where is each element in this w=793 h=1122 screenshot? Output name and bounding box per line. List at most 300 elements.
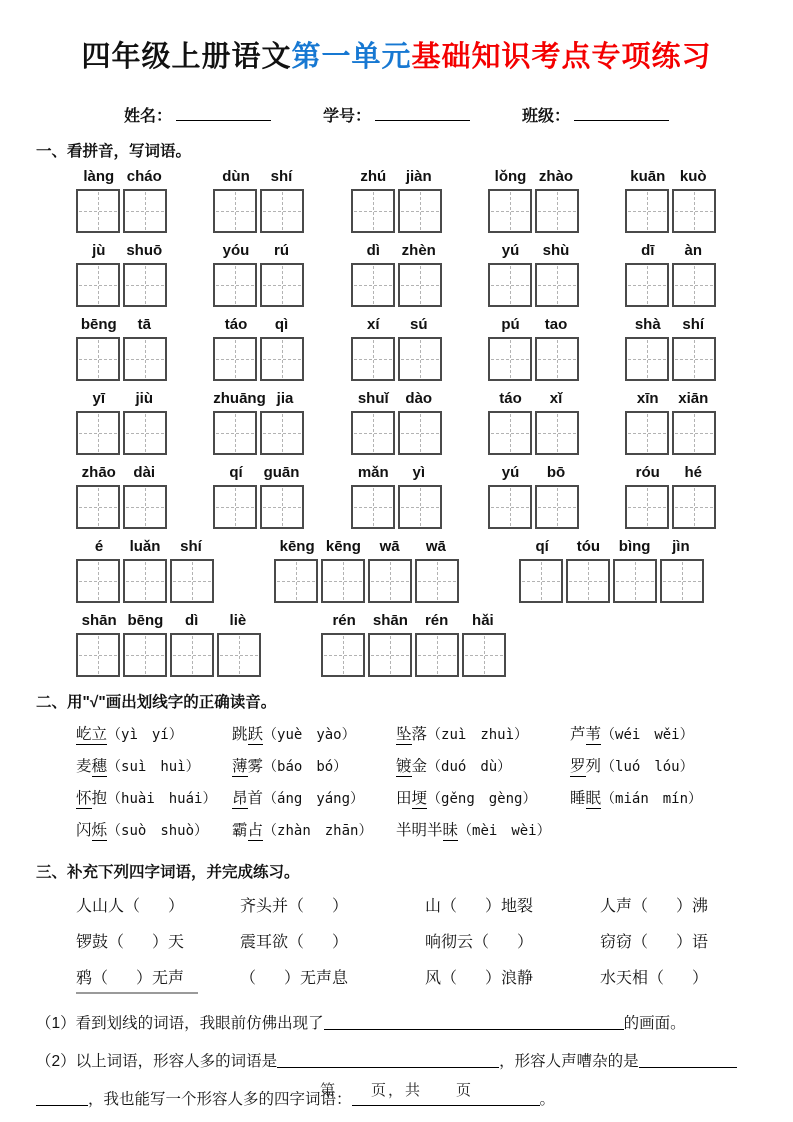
- pinyin-labels: [76, 612, 261, 631]
- reading-options[interactable]: （duó dù）: [427, 759, 512, 775]
- fill-blank[interactable]: [648, 937, 676, 947]
- writing-box[interactable]: [321, 559, 365, 603]
- plain-char: 抱: [91, 790, 108, 807]
- writing-box[interactable]: [519, 559, 563, 603]
- idiom-pre: 人声: [600, 898, 633, 915]
- writing-box[interactable]: [672, 263, 716, 307]
- question-1-suffix: 的画面。: [623, 1015, 686, 1032]
- paren-close: ）: [152, 934, 169, 951]
- underlined-char: 苇: [585, 726, 602, 743]
- fill-blank[interactable]: [256, 973, 284, 983]
- idiom-grid: [76, 889, 757, 997]
- writing-box[interactable]: [123, 263, 167, 307]
- word-text: [232, 790, 263, 809]
- question-1-blank[interactable]: [324, 1015, 624, 1030]
- underlined-char: 昧: [442, 822, 459, 839]
- underlined-char: 坠: [396, 726, 412, 743]
- plain-char: 半明半: [396, 822, 443, 839]
- answer-boxes: [213, 263, 304, 307]
- writing-box[interactable]: [566, 559, 610, 603]
- answer-boxes: [351, 189, 442, 233]
- pinyin-syllable: mǎn: [357, 464, 389, 481]
- pinyin-word-group: [488, 316, 579, 381]
- fill-blank[interactable]: [489, 937, 517, 947]
- writing-box[interactable]: [321, 633, 365, 677]
- writing-box[interactable]: [351, 411, 395, 455]
- paren-open: （: [473, 934, 490, 951]
- pinyin-row: [76, 612, 757, 677]
- title-part-red: 基础知识考点专项练习: [411, 41, 712, 73]
- answer-boxes: [625, 263, 716, 307]
- answer-boxes: [351, 337, 442, 381]
- idiom-post: 语: [692, 934, 709, 951]
- idiom-text: [76, 934, 184, 951]
- pinyin-word-group: [351, 242, 442, 307]
- writing-box[interactable]: [260, 263, 304, 307]
- pronunciation-item: [396, 815, 570, 847]
- pinyin-labels: [213, 316, 304, 335]
- fill-blank[interactable]: [457, 901, 485, 911]
- pinyin-syllable: shù: [542, 242, 570, 259]
- writing-box[interactable]: [488, 263, 532, 307]
- writing-box[interactable]: [625, 337, 669, 381]
- reading-options[interactable]: （zhàn zhān）: [263, 823, 373, 839]
- answer-boxes: [488, 189, 579, 233]
- pinyin-syllable: jia: [276, 390, 294, 407]
- paren-open: （: [108, 934, 125, 951]
- pinyin-syllable: kēng: [279, 538, 315, 555]
- paren-open: （: [240, 970, 257, 987]
- idiom-pre: 锣鼓: [76, 934, 109, 951]
- pronunciation-grid: [76, 719, 757, 847]
- plain-char: 芦: [570, 726, 586, 743]
- writing-box[interactable]: [76, 559, 120, 603]
- pinyin-word-group: [488, 242, 579, 307]
- pinyin-syllable: wā: [379, 538, 400, 555]
- idiom-text: [425, 934, 533, 951]
- reading-options[interactable]: （báo bó）: [263, 759, 348, 775]
- pinyin-word-group: [213, 316, 304, 381]
- pinyin-labels: [625, 242, 716, 261]
- writing-box[interactable]: [351, 263, 395, 307]
- pinyin-syllable: qí: [229, 464, 243, 481]
- pinyin-labels: [488, 390, 579, 409]
- writing-box[interactable]: [625, 411, 669, 455]
- idiom-text: [425, 970, 533, 987]
- pinyin-syllable: dài: [133, 464, 156, 481]
- pinyin-labels: [351, 168, 442, 187]
- pinyin-syllable: yì: [412, 464, 425, 481]
- question-3-suffix: 。: [539, 1091, 556, 1108]
- reading-options[interactable]: （yuè yào）: [263, 727, 356, 743]
- answer-boxes: [488, 263, 579, 307]
- plain-char: 雾: [247, 758, 264, 775]
- idiom-text: [425, 898, 533, 915]
- writing-box[interactable]: [398, 485, 442, 529]
- underlined-char: 烁: [91, 822, 108, 839]
- pinyin-syllable: kēng: [325, 538, 361, 555]
- pinyin-labels: [76, 390, 167, 409]
- idiom-text: [600, 970, 708, 987]
- reading-options[interactable]: （luó lóu）: [601, 759, 694, 775]
- paren-open: （: [632, 934, 649, 951]
- answer-boxes: [274, 559, 459, 603]
- pinyin-syllable: jìn: [672, 538, 690, 555]
- writing-box[interactable]: [398, 263, 442, 307]
- pinyin-syllable: kuān: [630, 168, 666, 185]
- underlined-char: 跃: [247, 726, 264, 743]
- answer-boxes: [351, 263, 442, 307]
- pinyin-syllable: rú: [274, 242, 289, 259]
- pinyin-labels: [351, 242, 442, 261]
- writing-box[interactable]: [213, 485, 257, 529]
- pinyin-syllable: bìng: [618, 538, 651, 555]
- pronunciation-item: [76, 751, 232, 783]
- answer-boxes: [76, 633, 261, 677]
- writing-box[interactable]: [76, 337, 120, 381]
- pinyin-syllable: kuò: [679, 168, 707, 185]
- writing-box[interactable]: [462, 633, 506, 677]
- idiom-item: [600, 889, 757, 925]
- question-2-blank-1[interactable]: [277, 1053, 499, 1068]
- writing-box[interactable]: [213, 337, 257, 381]
- answer-boxes: [625, 485, 716, 529]
- answer-boxes: [351, 411, 442, 455]
- idiom-post: 浪静: [501, 970, 534, 987]
- writing-box[interactable]: [123, 633, 167, 677]
- answer-boxes: [625, 411, 716, 455]
- idiom-post: 天: [168, 934, 185, 951]
- pinyin-syllable: zhuāng: [213, 390, 266, 407]
- student-id-input-line[interactable]: [375, 107, 470, 121]
- writing-box[interactable]: [672, 485, 716, 529]
- reading-options[interactable]: （zuì zhuì）: [427, 727, 529, 743]
- pinyin-labels: [213, 168, 304, 187]
- writing-box[interactable]: [213, 411, 257, 455]
- question-3-text: ，我也能写一个形容人多的四字词语：: [88, 1091, 352, 1108]
- writing-box[interactable]: [535, 189, 579, 233]
- writing-box[interactable]: [76, 263, 120, 307]
- fill-blank[interactable]: [457, 973, 485, 983]
- word-text: [76, 790, 107, 809]
- writing-box[interactable]: [535, 263, 579, 307]
- writing-box[interactable]: [260, 485, 304, 529]
- pinyin-syllable: yī: [92, 390, 105, 407]
- paren-open: （: [288, 898, 305, 915]
- answer-boxes: [351, 485, 442, 529]
- question-2: [36, 1043, 757, 1081]
- plain-char: 麦: [76, 758, 92, 775]
- answer-boxes: [213, 411, 304, 455]
- writing-box[interactable]: [170, 559, 214, 603]
- pinyin-labels: [76, 242, 167, 261]
- idiom-item: [600, 925, 757, 961]
- writing-box[interactable]: [260, 189, 304, 233]
- question-1-text: （1）看到划线的词语，我眼前仿佛出现了: [36, 1015, 324, 1032]
- pinyin-labels: [321, 612, 506, 631]
- writing-box[interactable]: [625, 189, 669, 233]
- idiom-pre: 山: [425, 898, 442, 915]
- writing-box[interactable]: [76, 485, 120, 529]
- writing-box[interactable]: [76, 189, 120, 233]
- class-label: 班级：: [522, 108, 571, 125]
- writing-box[interactable]: [123, 411, 167, 455]
- pinyin-labels: [625, 316, 716, 335]
- answer-boxes: [213, 337, 304, 381]
- reading-options[interactable]: （gěng gèng）: [427, 791, 537, 807]
- writing-box[interactable]: [351, 189, 395, 233]
- fill-blank[interactable]: [304, 937, 332, 947]
- pinyin-syllable: liè: [229, 612, 247, 629]
- paren-close: ）: [168, 898, 185, 915]
- writing-box[interactable]: [398, 189, 442, 233]
- idiom-pre: 震耳欲: [240, 934, 289, 951]
- pinyin-syllable: zhú: [360, 168, 387, 185]
- writing-box[interactable]: [170, 633, 214, 677]
- word-text: [76, 822, 107, 841]
- writing-box[interactable]: [398, 411, 442, 455]
- plain-char: 列: [585, 758, 602, 775]
- pinyin-syllable: róu: [635, 464, 660, 481]
- reading-options[interactable]: （suì huì）: [107, 759, 200, 775]
- fill-blank[interactable]: [108, 973, 136, 983]
- fill-blank[interactable]: [648, 901, 676, 911]
- fill-blank[interactable]: [140, 901, 168, 911]
- idiom-post: 地裂: [501, 898, 534, 915]
- pinyin-labels: [76, 168, 167, 187]
- writing-box[interactable]: [625, 263, 669, 307]
- writing-box[interactable]: [415, 633, 459, 677]
- pinyin-word-group: [351, 390, 442, 455]
- pinyin-word-group: [488, 168, 579, 233]
- writing-box[interactable]: [398, 337, 442, 381]
- writing-box[interactable]: [213, 189, 257, 233]
- idiom-pre: 风: [425, 970, 442, 987]
- fill-blank[interactable]: [664, 973, 692, 983]
- pinyin-syllable: táo: [224, 316, 248, 333]
- pinyin-syllable: àn: [684, 242, 702, 259]
- pinyin-syllable: làng: [83, 168, 115, 185]
- pinyin-word-group: [213, 390, 304, 455]
- pinyin-labels: [488, 316, 579, 335]
- answer-boxes: [321, 633, 506, 677]
- fill-blank[interactable]: [124, 937, 152, 947]
- writing-box[interactable]: [351, 485, 395, 529]
- writing-box[interactable]: [213, 263, 257, 307]
- writing-box[interactable]: [535, 411, 579, 455]
- paren-open: （: [441, 970, 458, 987]
- pinyin-word-group: [76, 316, 167, 381]
- writing-box[interactable]: [672, 411, 716, 455]
- pronunciation-item: [396, 751, 570, 783]
- pinyin-syllable: shí: [180, 538, 202, 555]
- pinyin-word-group: [625, 168, 716, 233]
- pinyin-row: [76, 538, 757, 603]
- answer-boxes: [213, 189, 304, 233]
- pinyin-labels: [625, 390, 716, 409]
- idiom-item: [76, 889, 240, 925]
- plain-char: 金: [411, 758, 428, 775]
- reading-options[interactable]: （wéi wěi）: [601, 727, 694, 743]
- word-text: [570, 790, 601, 809]
- pinyin-labels: [519, 538, 704, 557]
- pinyin-syllable: jù: [92, 242, 106, 259]
- writing-box[interactable]: [535, 337, 579, 381]
- pinyin-row: [76, 168, 716, 233]
- pinyin-syllable: bō: [546, 464, 566, 481]
- reading-options[interactable]: （áng yáng）: [263, 791, 365, 807]
- pinyin-syllable: shān: [372, 612, 408, 629]
- writing-box[interactable]: [672, 337, 716, 381]
- plain-char: 田: [396, 790, 412, 807]
- pinyin-grid-area: [36, 168, 757, 677]
- pinyin-syllable: qí: [535, 538, 549, 555]
- answer-boxes: [488, 337, 579, 381]
- fill-blank[interactable]: [304, 901, 332, 911]
- pinyin-syllable: zhèn: [401, 242, 436, 259]
- pinyin-syllable: xīn: [636, 390, 659, 407]
- pinyin-row: [76, 316, 716, 381]
- writing-box[interactable]: [123, 189, 167, 233]
- pinyin-syllable: yú: [501, 242, 520, 259]
- pinyin-syllable: rén: [332, 612, 356, 629]
- writing-box[interactable]: [488, 189, 532, 233]
- idiom-pre: 人山人: [76, 898, 125, 915]
- pronunciation-item: [570, 719, 757, 751]
- writing-box[interactable]: [351, 337, 395, 381]
- writing-box[interactable]: [368, 559, 412, 603]
- student-id-label: 学号：: [322, 108, 371, 125]
- writing-box[interactable]: [76, 633, 120, 677]
- class-input-line[interactable]: [574, 107, 669, 121]
- paren-close: ）: [332, 898, 349, 915]
- name-input-line[interactable]: [176, 107, 271, 121]
- writing-box[interactable]: [625, 485, 669, 529]
- pinyin-word-group: [625, 242, 716, 307]
- pinyin-syllable: guān: [263, 464, 300, 481]
- reading-options[interactable]: （yì yí）: [107, 727, 183, 743]
- pinyin-word-group: [519, 538, 704, 603]
- pinyin-word-group: [76, 242, 167, 307]
- pinyin-word-group: [351, 316, 442, 381]
- pinyin-syllable: dì: [184, 612, 199, 629]
- pinyin-labels: [76, 316, 167, 335]
- pinyin-syllable: tóu: [576, 538, 601, 555]
- writing-box[interactable]: [488, 337, 532, 381]
- writing-box[interactable]: [123, 485, 167, 529]
- pinyin-syllable: shí: [270, 168, 293, 185]
- pinyin-word-group: [213, 242, 304, 307]
- plain-char: 跳: [232, 726, 248, 743]
- writing-box[interactable]: [76, 411, 120, 455]
- idiom-item: [425, 925, 600, 961]
- pinyin-syllable: yóu: [222, 242, 250, 259]
- idiom-text: [600, 898, 708, 915]
- underlined-char: 罗: [570, 758, 586, 775]
- pinyin-syllable: dùn: [222, 168, 250, 185]
- paren-open: （: [441, 898, 458, 915]
- pronunciation-item: [232, 783, 396, 815]
- writing-box[interactable]: [274, 559, 318, 603]
- reading-options[interactable]: （mèi wèi）: [458, 823, 551, 839]
- pinyin-syllable: shuǐ: [357, 390, 389, 407]
- idiom-item: [76, 961, 240, 997]
- pronunciation-item: [232, 815, 396, 847]
- writing-box[interactable]: [660, 559, 704, 603]
- writing-box[interactable]: [613, 559, 657, 603]
- word-text: [396, 726, 427, 745]
- writing-box[interactable]: [415, 559, 459, 603]
- pinyin-labels: [351, 390, 442, 409]
- answer-boxes: [625, 189, 716, 233]
- pinyin-syllable: lǒng: [494, 168, 527, 185]
- idiom-item: [76, 925, 240, 961]
- writing-box[interactable]: [123, 337, 167, 381]
- question-2-mid-text: ，形容人声嘈杂的是: [499, 1053, 639, 1070]
- writing-box[interactable]: [260, 411, 304, 455]
- pronunciation-item: [76, 815, 232, 847]
- question-2-blank-2[interactable]: [639, 1053, 737, 1068]
- writing-box[interactable]: [260, 337, 304, 381]
- pinyin-syllable: cháo: [126, 168, 162, 185]
- idiom-text: [240, 898, 348, 915]
- pinyin-labels: [488, 464, 579, 483]
- pronunciation-item: [396, 783, 570, 815]
- writing-box[interactable]: [217, 633, 261, 677]
- reading-options[interactable]: （mián mín）: [601, 791, 703, 807]
- pinyin-labels: [213, 390, 304, 409]
- student-info-row: [36, 103, 757, 126]
- word-text: [76, 758, 107, 777]
- idiom-item: [600, 961, 757, 997]
- word-text: [232, 822, 263, 841]
- pinyin-syllable: shān: [81, 612, 117, 629]
- idiom-item: [425, 961, 600, 997]
- idiom-text: [600, 934, 708, 951]
- idiom-text: [76, 898, 184, 915]
- pinyin-syllable: zhào: [538, 168, 574, 185]
- idiom-item: [240, 961, 425, 997]
- pinyin-syllable: xǐ: [549, 390, 563, 407]
- paren-close: ）: [692, 970, 709, 987]
- pinyin-labels: [274, 538, 459, 557]
- idiom-pre: 响彻云: [425, 934, 474, 951]
- name-label: 姓名：: [123, 108, 172, 125]
- page-title: [36, 34, 757, 75]
- word-text: [570, 726, 601, 745]
- idiom-text: [240, 970, 348, 987]
- reading-options[interactable]: （huài huái）: [107, 791, 217, 807]
- writing-box[interactable]: [123, 559, 167, 603]
- pinyin-syllable: luǎn: [129, 538, 161, 555]
- writing-box[interactable]: [368, 633, 412, 677]
- pinyin-syllable: sú: [409, 316, 428, 333]
- writing-box[interactable]: [488, 485, 532, 529]
- pinyin-syllable: pú: [501, 316, 520, 333]
- writing-box[interactable]: [488, 411, 532, 455]
- pinyin-labels: [488, 242, 579, 261]
- question-2-text: （2）以上词语，形容人多的词语是: [36, 1053, 278, 1070]
- idiom-pre: 水天相: [600, 970, 649, 987]
- pinyin-word-group: [625, 316, 716, 381]
- pinyin-syllable: zhāo: [81, 464, 116, 481]
- pinyin-syllable: dī: [641, 242, 655, 259]
- answer-boxes: [76, 189, 167, 233]
- pinyin-syllable: tao: [544, 316, 568, 333]
- writing-box[interactable]: [672, 189, 716, 233]
- reading-options[interactable]: （suò shuò）: [107, 823, 209, 839]
- writing-box[interactable]: [535, 485, 579, 529]
